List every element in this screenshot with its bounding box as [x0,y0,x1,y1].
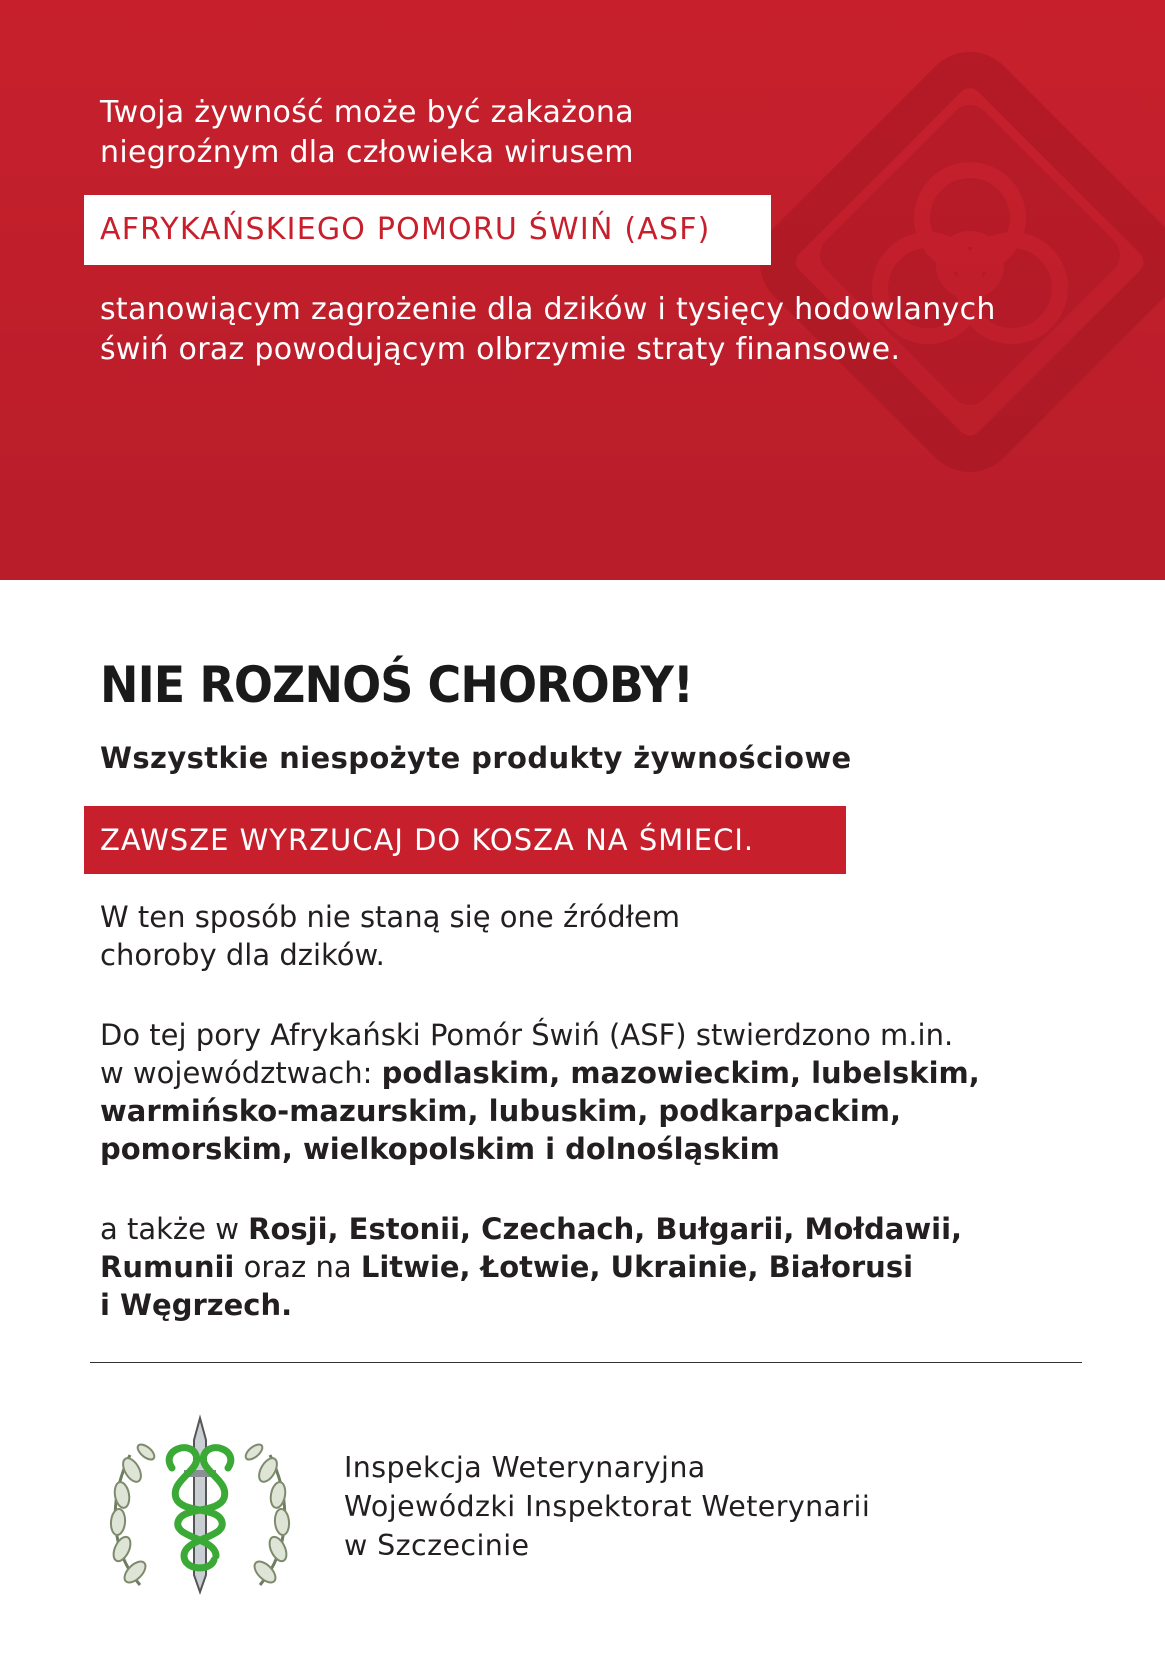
paragraph-countries [100,1210,962,1324]
paragraph-countries-line-2-plain: oraz na [234,1250,361,1284]
organization-line-3: w Szczecinie [344,1529,530,1562]
paragraph-countries-line-1-plain: a także w [100,1212,249,1246]
paragraph-regions-line-4: pomorskim, wielkopolskim i dolnośląskim [100,1132,780,1166]
paragraph-source-line-1: W ten sposób nie staną się one źródłem [100,900,680,934]
paragraph-countries-line-1-bold: Rosji, Estonii, Czechach, Bułgarii, Mołdawii, [248,1212,963,1246]
paragraph-source-line-2: choroby dla dzików. [100,938,385,972]
banner-outro [100,290,996,370]
banner-outro-line-2: świń oraz powodującym olbrzymie straty finansowe. [100,332,901,367]
paragraph-countries-line-2-bold-a: Rumunii [100,1250,235,1284]
asf-highlight-box: AFRYKAŃSKIEGO POMORU ŚWIŃ (ASF) [84,195,771,265]
paragraph-regions-line-3: warmińsko-mazurskim, lubuskim, podkarpackim, [100,1094,902,1128]
paragraph-source [100,898,680,974]
paragraph-regions [100,1016,980,1168]
organization-line-1: Inspekcja Weterynaryjna [344,1451,706,1484]
subheading: Wszystkie niespożyte produkty żywnościowe [100,741,852,775]
banner-intro-line-1: Twoja żywność może być zakażona [100,95,634,130]
paragraph-countries-line-3: i Węgrzech. [100,1288,293,1322]
banner-intro [100,93,634,173]
paragraph-regions-line-1: Do tej pory Afrykański Pomór Świń (ASF) stwierdzono m.in. [100,1018,954,1052]
organization-name [344,1448,870,1565]
footer-divider [90,1362,1082,1363]
veterinary-inspection-emblem-icon [100,1410,300,1605]
paragraph-regions-line-2-bold: podlaskim, mazowieckim, lubelskim, [381,1056,980,1090]
callout-bar: ZAWSZE WYRZUCAJ DO KOSZA NA ŚMIECI. [84,806,846,874]
paragraph-countries-line-2-bold-b: Litwie, Łotwie, Ukrainie, Białorusi [360,1250,914,1284]
top-red-banner [0,0,1165,580]
main-headline: NIE ROZNOŚ CHOROBY! [100,656,693,714]
organization-line-2: Wojewódzki Inspektorat Weterynarii [344,1490,871,1523]
paragraph-regions-line-2-plain: w województwach: [100,1056,382,1090]
banner-intro-line-2: niegroźnym dla człowieka wirusem [100,135,634,170]
banner-outro-line-1: stanowiącym zagrożenie dla dzików i tysięcy hodowlanych [100,292,996,327]
